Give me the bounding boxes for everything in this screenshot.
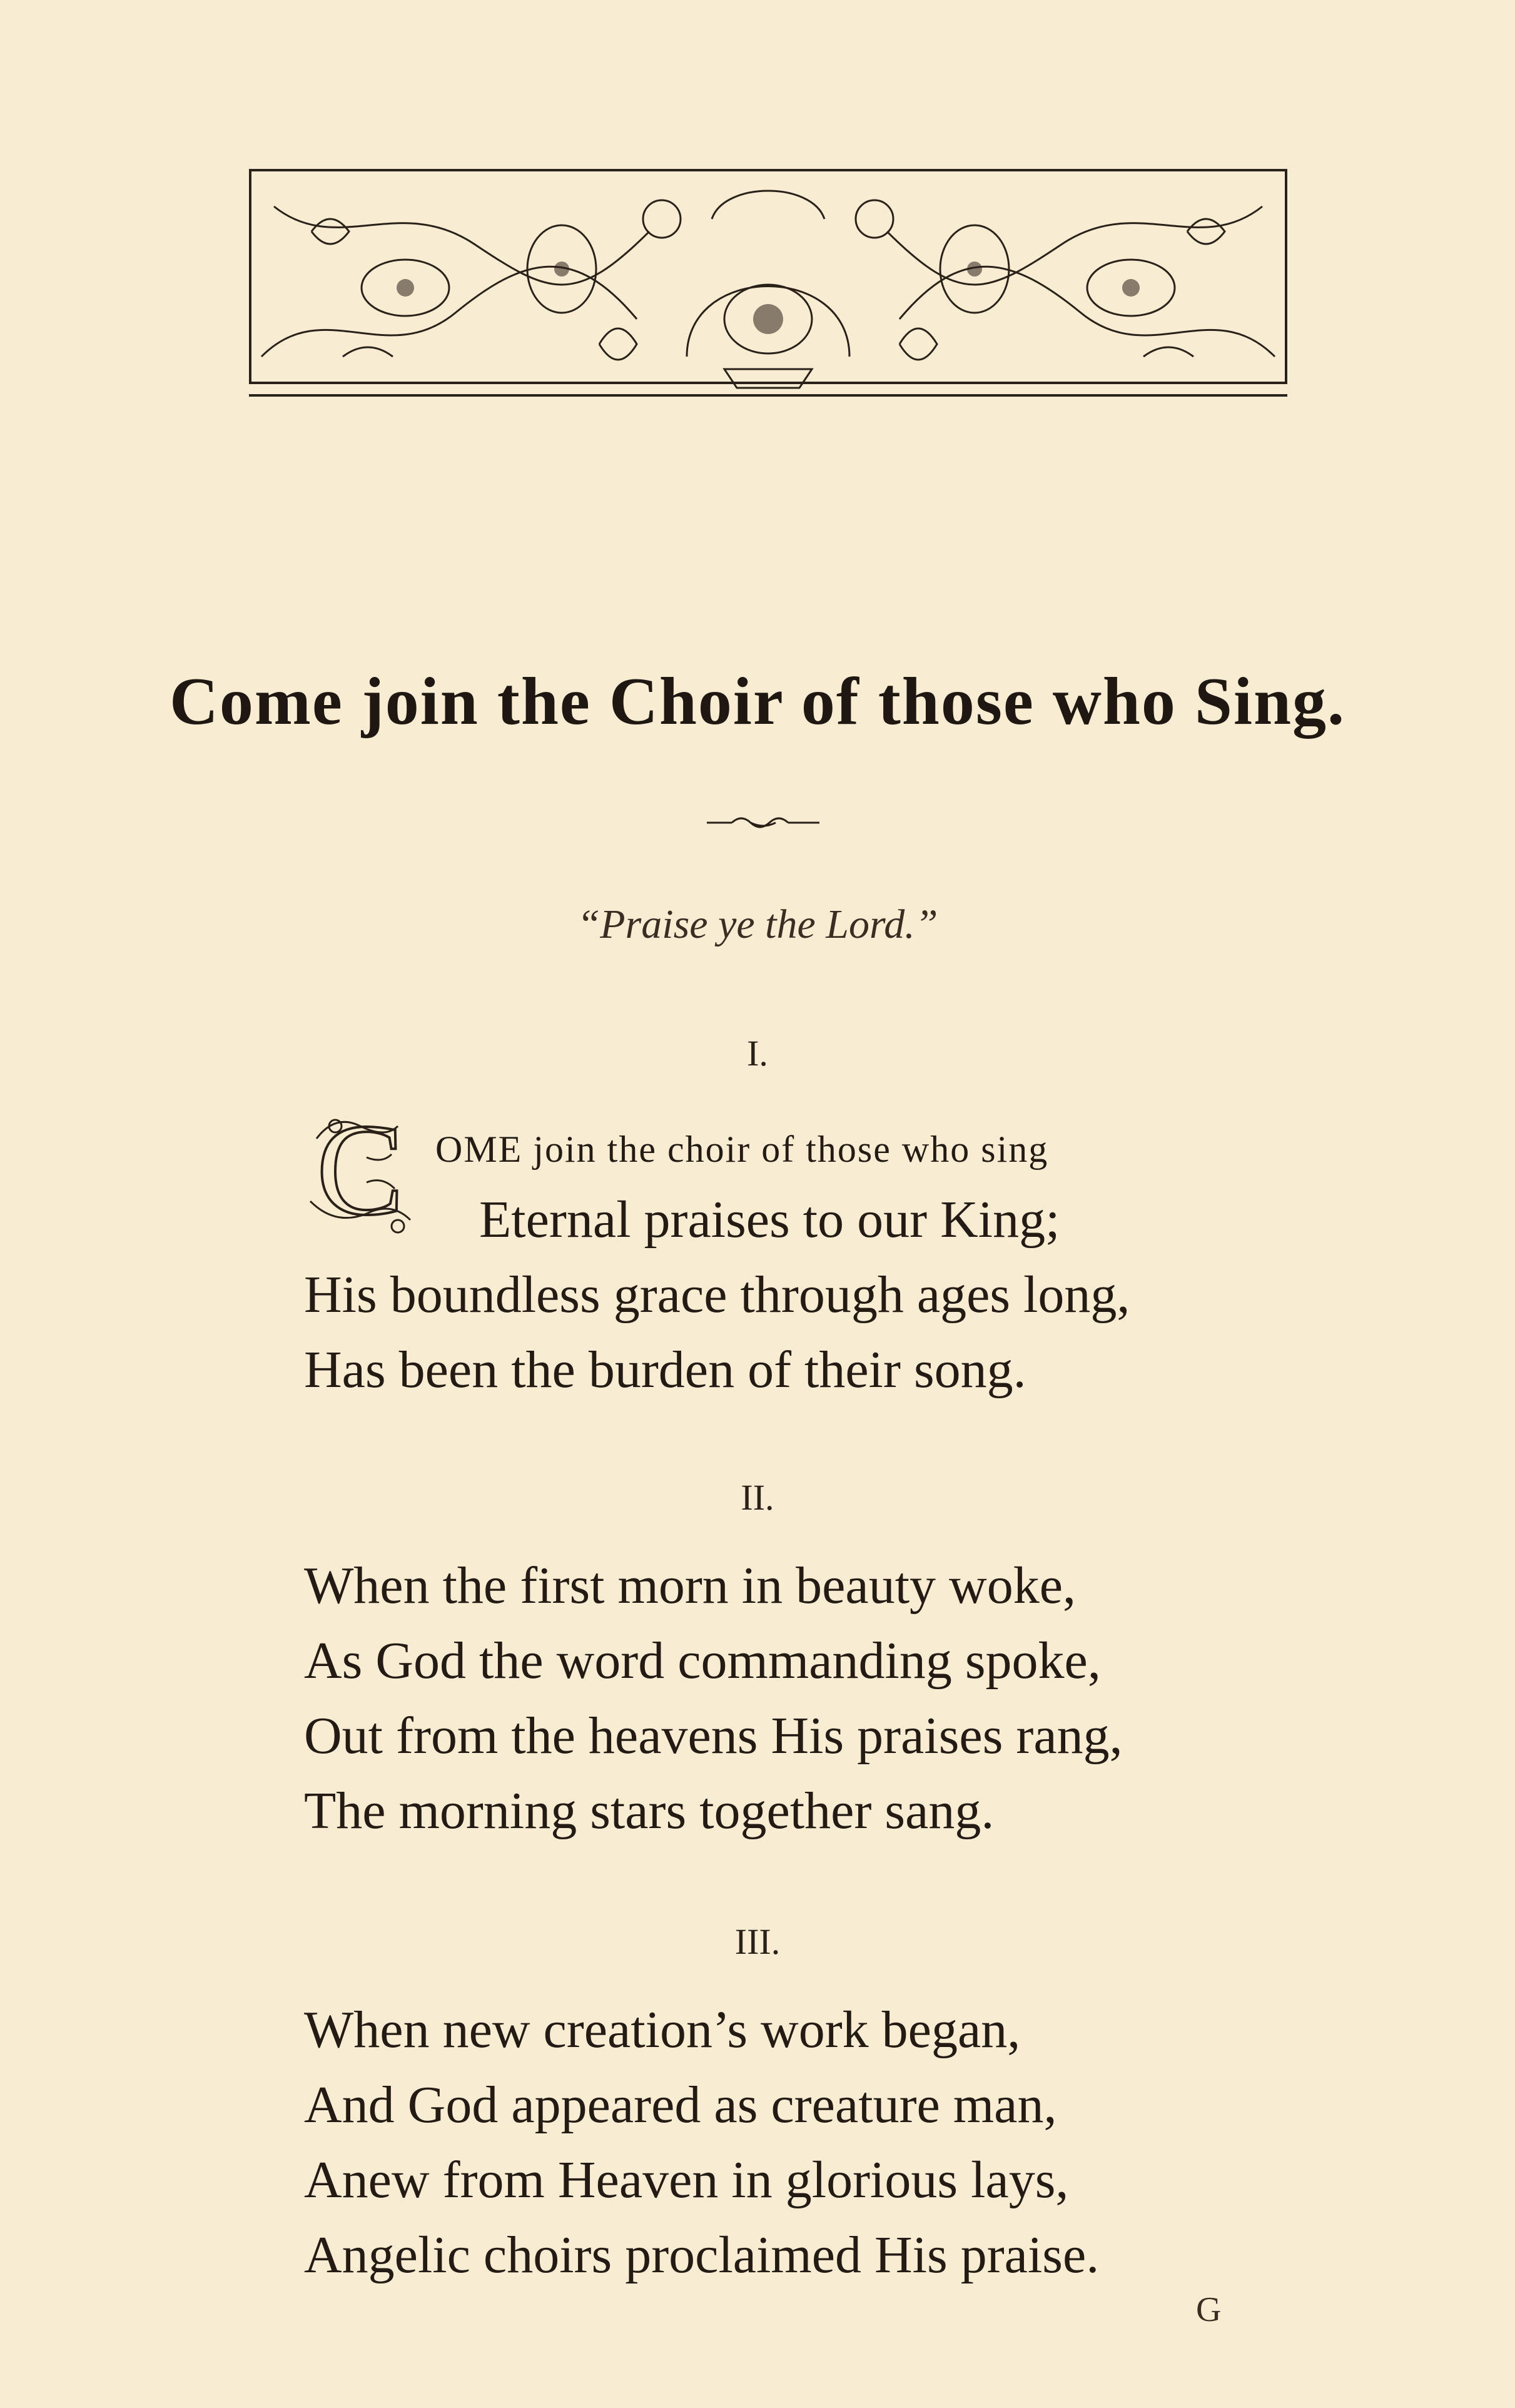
- first-line-text: OME join the choir of those who sing: [435, 1129, 1049, 1170]
- stanza-numeral-1: I.: [747, 1033, 768, 1074]
- stanza-numeral-3: III.: [734, 1921, 781, 1962]
- stanza-1: [304, 1107, 1367, 1408]
- stanza-line: Out from the heavens His praises rang,: [304, 1707, 1123, 1765]
- stanza-line: Angelic choirs proclaimed His praise.: [304, 2226, 1100, 2284]
- epigraph: “Praise ye the Lord.”: [577, 902, 938, 947]
- flourish-divider-icon: [707, 810, 819, 835]
- stanza-line: [304, 1107, 1367, 1182]
- dropcap-letter: C: [316, 1101, 405, 1242]
- stanza-line: Eternal praises to our King;: [479, 1191, 1060, 1249]
- stanza-line: When new creation’s work began,: [304, 2001, 1021, 2059]
- page-title: Come join the Choir of those who Sing.: [169, 664, 1346, 739]
- stanza-3: [304, 1993, 1367, 2293]
- stanza-line: When the first morn in beauty woke,: [304, 1557, 1076, 1615]
- stanza-line: Anew from Heaven in glorious lays,: [304, 2151, 1069, 2209]
- stanza-line: The morning stars together sang.: [304, 1782, 995, 1840]
- stanza-line: As God the word commanding spoke,: [304, 1632, 1101, 1690]
- stanza-line: Has been the burden of their song.: [304, 1341, 1026, 1399]
- signature-mark: G: [1196, 2290, 1222, 2329]
- stanza-numeral-2: II.: [741, 1477, 774, 1518]
- ornamental-headpiece: [249, 169, 1287, 400]
- stanza-2: [304, 1548, 1367, 1849]
- stanza-line: His boundless grace through ages long,: [304, 1266, 1130, 1324]
- stanza-line: And God appeared as creature man,: [304, 2076, 1057, 2134]
